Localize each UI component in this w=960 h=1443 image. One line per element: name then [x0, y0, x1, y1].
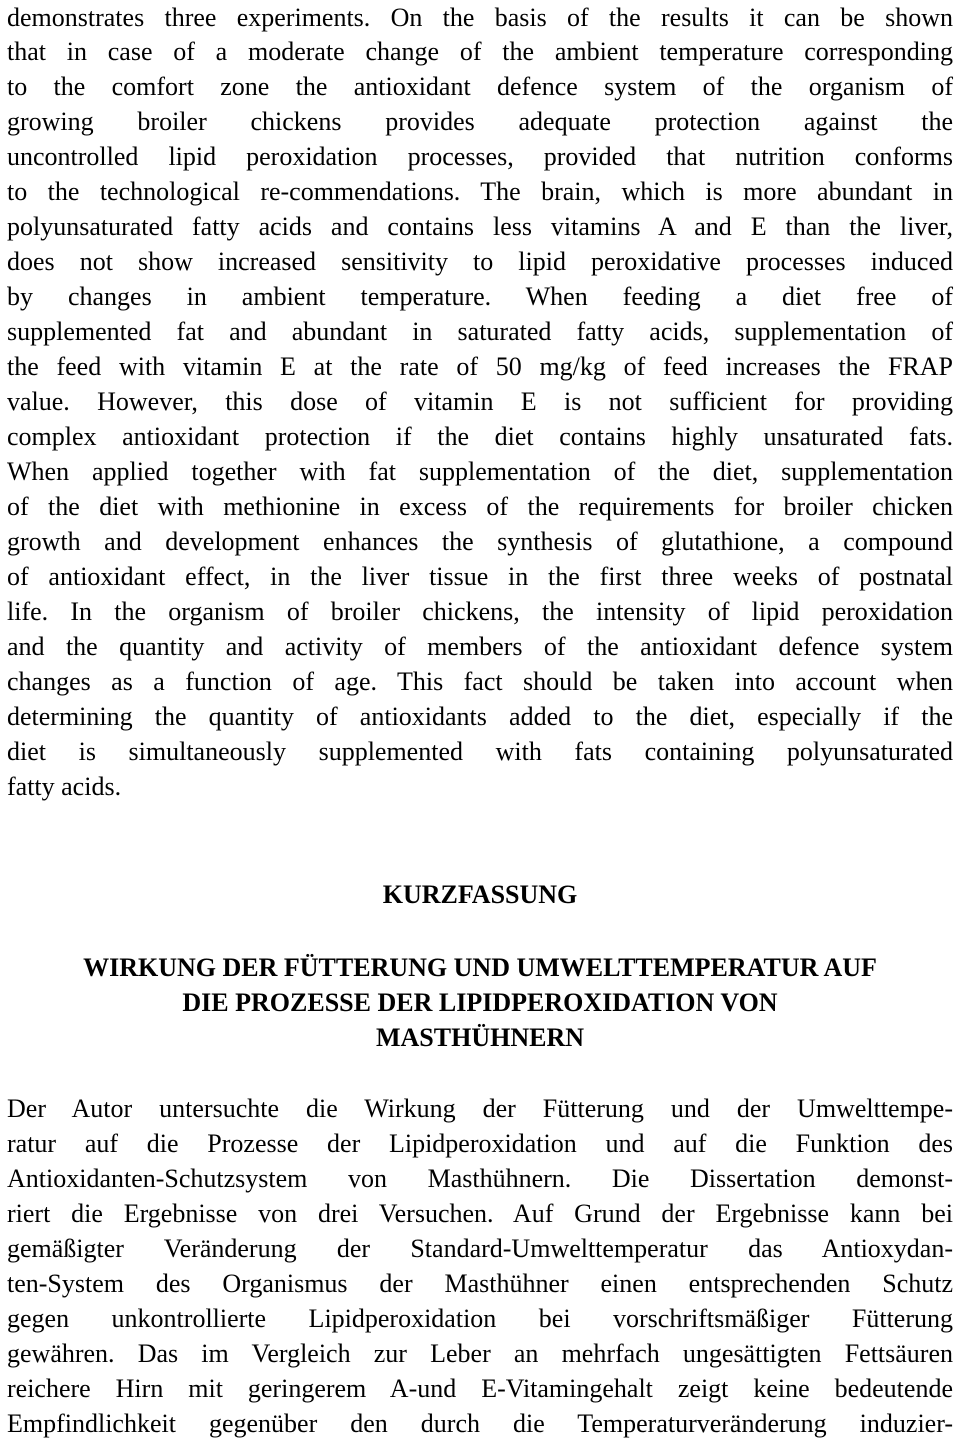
text-line: by changes in ambient temperature. When feeding a diet free of	[7, 282, 953, 311]
text-line: life. In the organism of broiler chickens, the intensity of lipid peroxidation	[7, 597, 953, 626]
text-line: demonstrates three experiments. On the basis of the results it can be shown	[7, 3, 953, 32]
text-line: that in case of a moderate change of the ambient temperature corresponding	[7, 37, 953, 66]
title-line: DIE PROZESSE DER LIPIDPEROXIDATION VON	[182, 988, 778, 1017]
text-line: to the comfort zone the antioxidant defence system of the organism of	[7, 72, 953, 101]
text-line: changes as a function of age. This fact should be taken into account when	[7, 667, 953, 696]
text-line: diet is simultaneously supplemented with fats containing polyunsaturated	[7, 737, 953, 766]
title-line: MASTHÜHNERN	[375, 1023, 584, 1052]
text-line: determining the quantity of antioxidants added to the diet, especially if the	[7, 702, 953, 731]
text-line: ratur auf die Prozesse der Lipidperoxidation und auf die Funktion des	[7, 1129, 953, 1158]
text-line: ten-System des Organismus der Masthühner einen entsprechenden Schutz	[7, 1269, 953, 1298]
text-line: Empfindlichkeit gegenüber den durch die Temperaturveränderung induzier-	[7, 1409, 953, 1438]
text-line: Antioxidanten-Schutzsystem von Masthühnern. Die Dissertation demonst-	[7, 1164, 953, 1193]
text-line: uncontrolled lipid peroxidation processes, provided that nutrition conforms	[7, 142, 953, 171]
text-line: Der Autor untersuchte die Wirkung der Fütterung und der Umwelttempe-	[7, 1094, 953, 1123]
text-line: to the technological re-commendations. The brain, which is more abundant in	[7, 177, 953, 206]
text-line: When applied together with fat supplementation of the diet, supplementation	[7, 457, 953, 486]
text-line: the feed with vitamin E at the rate of 50 mg/kg of feed increases the FRAP	[7, 352, 953, 381]
text-line: and the quantity and activity of members of the antioxidant defence system	[7, 632, 953, 661]
text-line: reichere Hirn mit geringerem A-und E-Vitamingehalt zeigt keine bedeutende	[7, 1374, 953, 1403]
text-line: of the diet with methionine in excess of the requirements for broiler chicken	[7, 492, 953, 521]
text-line: gewähren. Das im Vergleich zur Leber an mehrfach ungesättigten Fettsäuren	[7, 1339, 953, 1368]
text-line: does not show increased sensitivity to lipid peroxidative processes induced	[7, 247, 953, 276]
text-line: riert die Ergebnisse von drei Versuchen. Auf Grund der Ergebnisse kann bei	[7, 1199, 953, 1228]
text-line: supplemented fat and abundant in saturated fatty acids, supplementation of	[7, 317, 953, 346]
text-line: of antioxidant effect, in the liver tissue in the first three weeks of postnatal	[7, 562, 953, 591]
section-heading: KURZFASSUNG	[382, 880, 578, 909]
text-line: complex antioxidant protection if the diet contains highly unsaturated fats.	[7, 422, 953, 451]
text-line: polyunsaturated fatty acids and contains less vitamins A and E than the liver,	[7, 212, 953, 241]
title-line: WIRKUNG DER FÜTTERUNG UND UMWELTTEMPERATUR AUF	[83, 953, 877, 982]
text-line: value. However, this dose of vitamin E is not sufficient for providing	[7, 387, 953, 416]
text-line: gemäßigter Veränderung der Standard-Umwelttemperatur das Antioxydan-	[7, 1234, 953, 1263]
text-line: gegen unkontrollierte Lipidperoxidation bei vorschriftsmäßiger Fütterung	[7, 1304, 953, 1333]
text-line: growth and development enhances the synthesis of glutathione, a compound	[7, 527, 953, 556]
text-line: growing broiler chickens provides adequate protection against the	[7, 107, 953, 136]
text-line: fatty acids.	[7, 772, 122, 801]
